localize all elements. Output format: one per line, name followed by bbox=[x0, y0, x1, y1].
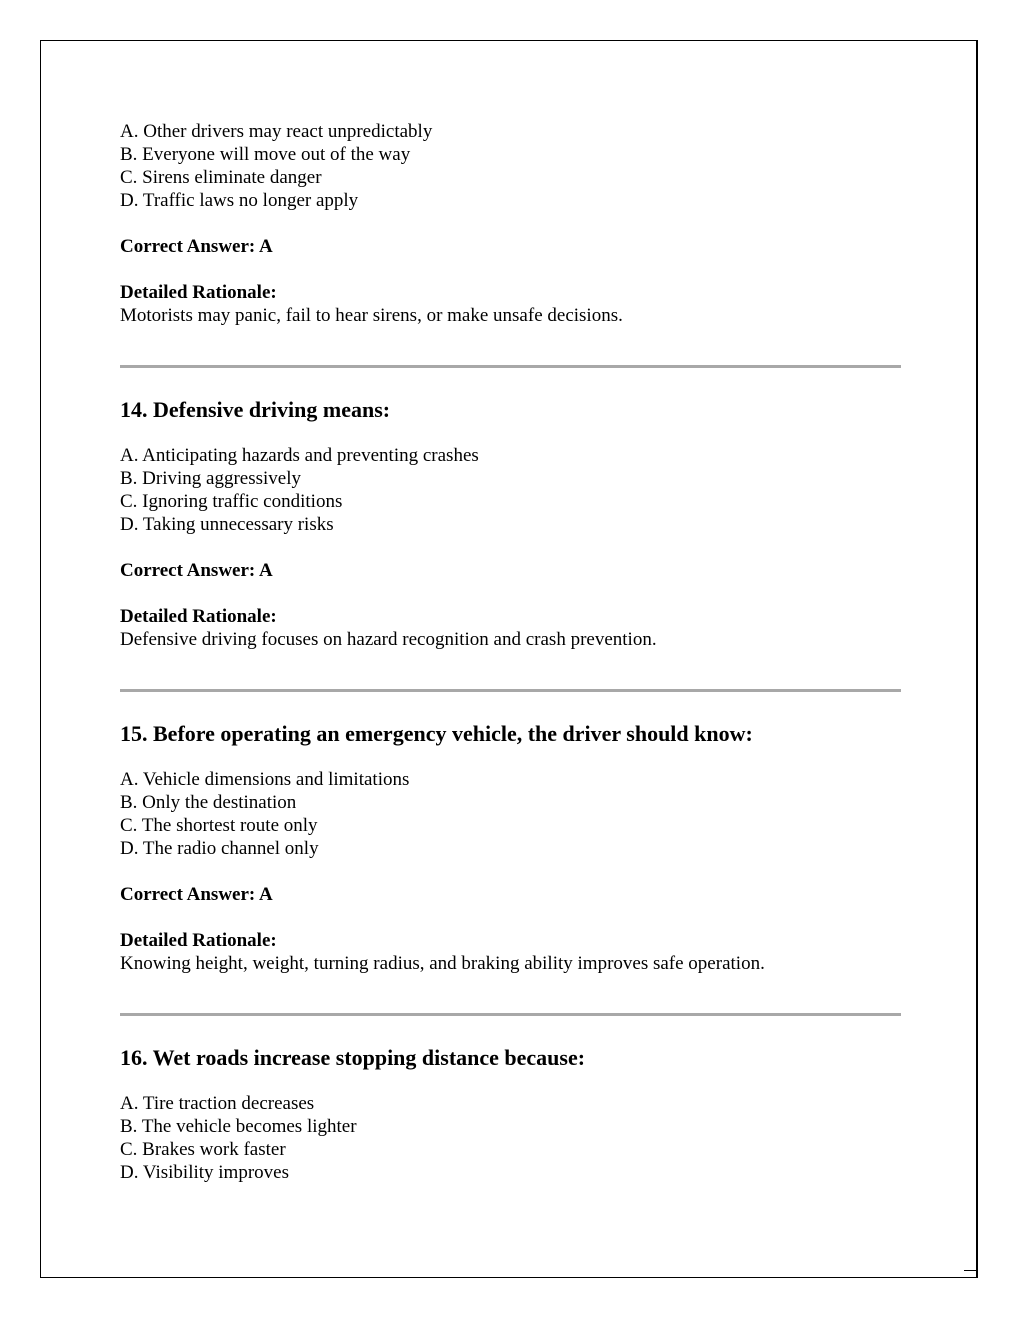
answer-options bbox=[120, 444, 901, 536]
option-d: D. Traffic laws no longer apply bbox=[120, 190, 359, 211]
option-d: D. Visibility improves bbox=[120, 1162, 289, 1183]
answer-options bbox=[120, 120, 901, 212]
section-divider bbox=[120, 689, 901, 692]
question-title: 14. Defensive driving means: bbox=[120, 397, 391, 422]
question-block-14 bbox=[120, 396, 901, 651]
correct-answer: Correct Answer: A bbox=[120, 884, 273, 905]
option-a: A. Vehicle dimensions and limitations bbox=[120, 769, 410, 790]
option-a: A. Other drivers may react unpredictably bbox=[120, 121, 433, 142]
option-c: C. Sirens eliminate danger bbox=[120, 167, 322, 188]
question-block-16 bbox=[120, 1044, 901, 1184]
option-d: D. Taking unnecessary risks bbox=[120, 514, 334, 535]
corner-mark-bottom-right bbox=[964, 1270, 978, 1271]
rationale-label: Detailed Rationale: bbox=[120, 606, 277, 627]
section-divider bbox=[120, 1013, 901, 1016]
option-b: B. Only the destination bbox=[120, 792, 297, 813]
option-b: B. The vehicle becomes lighter bbox=[120, 1116, 357, 1137]
correct-answer: Correct Answer: A bbox=[120, 560, 273, 581]
option-d: D. The radio channel only bbox=[120, 838, 319, 859]
rationale-label: Detailed Rationale: bbox=[120, 282, 277, 303]
answer-options bbox=[120, 1092, 901, 1184]
rationale-label: Detailed Rationale: bbox=[120, 930, 277, 951]
option-b: B. Driving aggressively bbox=[120, 468, 302, 489]
corner-mark-bottom-left bbox=[40, 1248, 41, 1278]
answer-options bbox=[120, 768, 901, 860]
option-c: C. Ignoring traffic conditions bbox=[120, 491, 343, 512]
option-c: C. The shortest route only bbox=[120, 815, 318, 836]
document-content bbox=[120, 120, 901, 1184]
option-b: B. Everyone will move out of the way bbox=[120, 144, 411, 165]
question-block-15 bbox=[120, 720, 901, 975]
corner-mark-top-right bbox=[964, 40, 978, 41]
question-block-13 bbox=[120, 120, 901, 327]
section-divider bbox=[120, 365, 901, 368]
rationale-text: Motorists may panic, fail to hear sirens, or make unsafe decisions. bbox=[120, 305, 623, 326]
option-a: A. Anticipating hazards and preventing crashes bbox=[120, 445, 479, 466]
question-title: 15. Before operating an emergency vehicle, the driver should know: bbox=[120, 721, 753, 746]
option-c: C. Brakes work faster bbox=[120, 1139, 286, 1160]
rationale-text: Defensive driving focuses on hazard recognition and crash prevention. bbox=[120, 629, 657, 650]
option-a: A. Tire traction decreases bbox=[120, 1093, 315, 1114]
question-title: 16. Wet roads increase stopping distance because: bbox=[120, 1045, 586, 1070]
rationale-text: Knowing height, weight, turning radius, and braking ability improves safe operation. bbox=[120, 953, 765, 974]
correct-answer: Correct Answer: A bbox=[120, 236, 273, 257]
